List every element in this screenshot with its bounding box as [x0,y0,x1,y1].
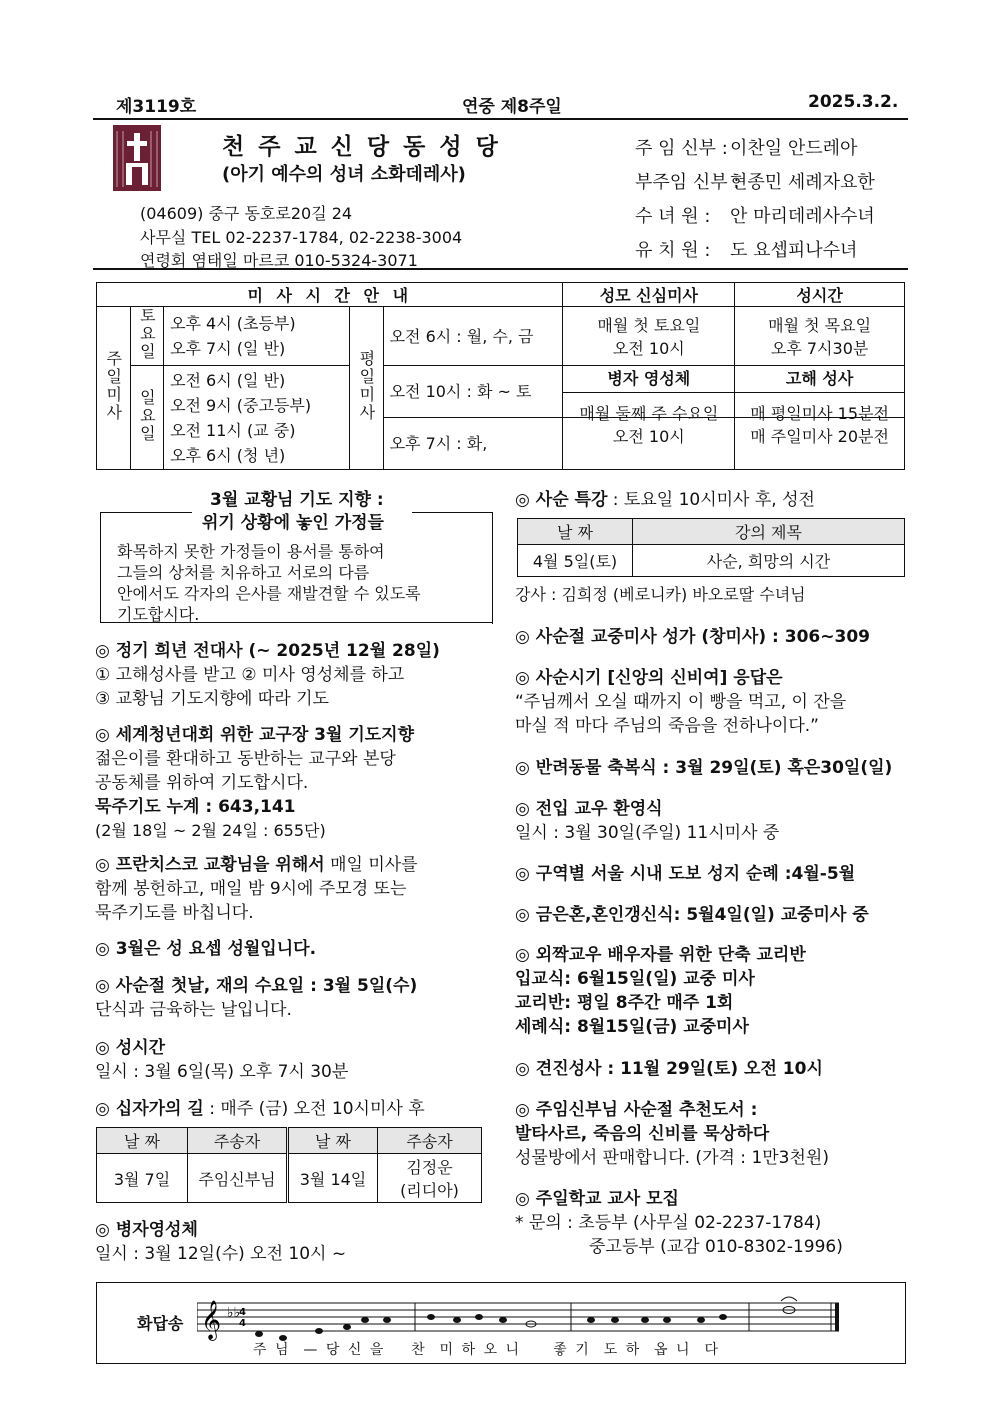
staff-role: 유 치 원 : [635,240,711,261]
svg-text:♭♭: ♭♭ [227,1305,241,1321]
weekday-time-3: 오후 7시 : 화, [383,418,563,470]
sick-communion-section: ◎ 병자영성체 일시 : 3월 12일(수) 오전 10시 ~ [95,1218,346,1266]
catechism-section: ◎ 외짝교우 배우자를 위한 단축 교리반 입교식: 6월15일(일) 교중 미사 교리반: 평일 8주간 매주 1회 세례식: 8월15일(금) 교중미사 [515,943,806,1039]
staff-name: 안 마리데레사수녀 [730,206,875,227]
council-contact: 연령회 염태일 마르코 010-5324-3071 [140,251,418,270]
staff-convent [635,202,875,228]
teacher-section: ◎ 주일학교 교사 모집 * 문의 : 초등부 (사무실 02-2237-1784) 중고등부 (교감 010-8302-1996) [515,1187,843,1259]
devotion-title: 성모 신심미사 [563,283,735,307]
wedding-renewal: ◎ 금은혼,혼인갱신식: 5월4일(일) 교중미사 중 [515,903,869,927]
lent-lecture-section: ◎ 사순 특강 : 토요일 10시미사 후, 성전 [515,488,815,512]
staff-kindergarten [635,236,858,262]
office-phone: 사무실 TEL 02-2237-1784, 02-2238-3004 [140,228,463,247]
holyhour-title: 성시간 [735,283,905,307]
issue-number: 제3119호 [116,97,197,117]
confirmation: ◎ 견진성사 : 11월 29일(토) 오전 10시 [515,1057,823,1081]
mass-schedule-table [96,282,905,470]
sick-info: 매월 둘째 주 수요일 오전 10시 [563,418,735,470]
svg-text:𝄞: 𝄞 [201,1300,222,1340]
liturgical-week: 연중 제8주일 [462,97,562,117]
parish-patron: (아기 예수의 성녀 소화데레사) [222,164,466,185]
rosary-total: 묵주기도 누계 : 643,141 [95,797,296,817]
staff-name: 이찬일 안드레아 [730,138,858,159]
joseph-month: ◎ 3월은 성 요셉 성월입니다. [95,937,316,961]
psalm-lyrics: 주 님 — 당 신 을 찬 미 하 오 니 좋 기 도 하 옵 니 다 [253,1342,720,1358]
sunday-label: 일요일 [137,388,157,443]
weekday-time-1: 오전 6시 : 월, 수, 금 [383,307,563,366]
stations-section: ◎ 십자가의 길 : 매주 (금) 오전 10시미사 후 [95,1097,425,1121]
svg-text:4: 4 [239,1307,246,1318]
parish-name: 천 주 교 신 당 동 성 당 [222,134,501,160]
pilgrimage: ◎ 구역별 서울 시내 도보 성지 순례 :4월-5월 [515,862,855,886]
holyhour-info: 매월 첫 목요일 오후 7시30분 [735,307,905,366]
staff-name: 현종민 세례자요한 [730,172,875,193]
devotion-info: 매월 첫 토요일 오전 10시 [563,307,735,366]
pet-blessing: ◎ 반려동물 축복식 : 3월 29일(토) 혹은30일(일) [515,756,892,780]
saturday-times: 오후 4시 (초등부) 오후 7시 (일 반) [164,307,350,366]
staff-associate [635,168,875,194]
issue-date: 2025.3.2. [808,92,899,112]
stations-table: 날 짜 주송자 날 짜 주송자 3월 7일 주임신부님 3월 14일 김정운 (리디아) [96,1127,482,1203]
psalm-label: 화답송 [137,1314,184,1333]
wyd-section: ◎ 세계청년대회 위한 교구장 3월 기도지향 젊은이를 환대하고 동반하는 교구와 본당 공동체를 위하여 기도합시다. 묵주기도 누계 : 643,141 (2월 18일 ~ 2월 24일 : 655단) [95,723,414,843]
welcome-section: ◎ 전입 교우 환영식 일시 : 3월 30일(주일) 11시미사 중 [515,797,779,845]
weekday-mass-label: 평일미사 [356,350,376,422]
lent-hymns: ◎ 사순절 교중미사 성가 (창미사) : 306~309 [515,625,870,649]
mystery-response-section: ◎ 사순시기 [신앙의 신비여] 응답은 “주님께서 오실 때까지 이 빵을 먹고, 이 잔을 마실 적 마다 주님의 죽음을 전하나이다.” [515,666,846,738]
staff-name: 도 요셉피나수녀 [730,240,858,261]
book-section: ◎ 주임신부님 사순절 추천도서 : 발타사르, 죽음의 신비를 묵상하다 성물방에서 판매합니다. (가격 : 1만3천원) [515,1098,829,1170]
staff-role: 부주임 신부 : [635,172,740,193]
sick-title: 병자 영성체 [563,366,734,393]
lent-lecture-table: 날 짜 강의 제목 4월 5일(토) 사순, 희망의 시간 [517,518,905,577]
ash-wednesday-section: ◎ 사순절 첫날, 재의 수요일 : 3월 5일(수) 단식과 금육하는 날입니다. [95,974,417,1022]
psalm-score [96,1282,906,1364]
staff-pastor [635,134,858,160]
header-rule [93,118,908,120]
sunday-times: 오전 6시 (일 반) 오전 9시 (중고등부) 오전 11시 (교 중) 오후 6시 (청 년) [164,366,350,470]
weekday-time-2: 오전 10시 : 화 ~ 토 [383,366,563,418]
pope-section: ◎ 프란치스코 교황님을 위해서 매일 미사를 함께 봉헌하고, 매일 밤 9시에 주모경 또는 묵주기도를 바칩니다. [95,853,485,925]
staff-lines [197,1293,897,1343]
lent-speaker: 강사 : 김희정 (베로니카) 바오로딸 수녀님 [515,585,806,604]
prayer-title-1: 3월 교황님 기도 지향 : [210,490,384,510]
confession-title: 고해 성사 [735,366,904,393]
prayer-title-2: 위기 상황에 놓인 가정들 [202,513,384,533]
svg-text:4: 4 [239,1318,246,1329]
jubilee-section: ◎ 정기 희년 전대사 (~ 2025년 12월 28일) ① 고해성사를 받고 ② 미사 영성체를 하고 ③ 교황님 기도지향에 따라 기도 [95,639,440,711]
parish-logo [113,125,161,191]
confession-info: 매 평일미사 15분전 매 주일미사 20분전 [735,418,905,470]
parish-address: (04609) 중구 동호로20길 24 [140,204,353,223]
header-bottom-rule [93,268,908,270]
sunday-mass-label: 주일미사 [103,350,123,422]
saturday-label: 토요일 [137,307,157,361]
mass-title: 미 사 시 간 안 내 [97,283,563,307]
staff-role: 주 임 신부 : [635,138,728,159]
holyhour-section: ◎ 성시간 일시 : 3월 6일(목) 오후 7시 30분 [95,1036,348,1084]
prayer-text: 화목하지 못한 가정들이 용서를 통하여 그들의 상처를 치유하고 서로의 다름 안에서도 각자의 은사를 재발견할 수 있도록 기도합시다. [117,542,421,624]
staff-role: 수 녀 원 : [635,206,711,227]
